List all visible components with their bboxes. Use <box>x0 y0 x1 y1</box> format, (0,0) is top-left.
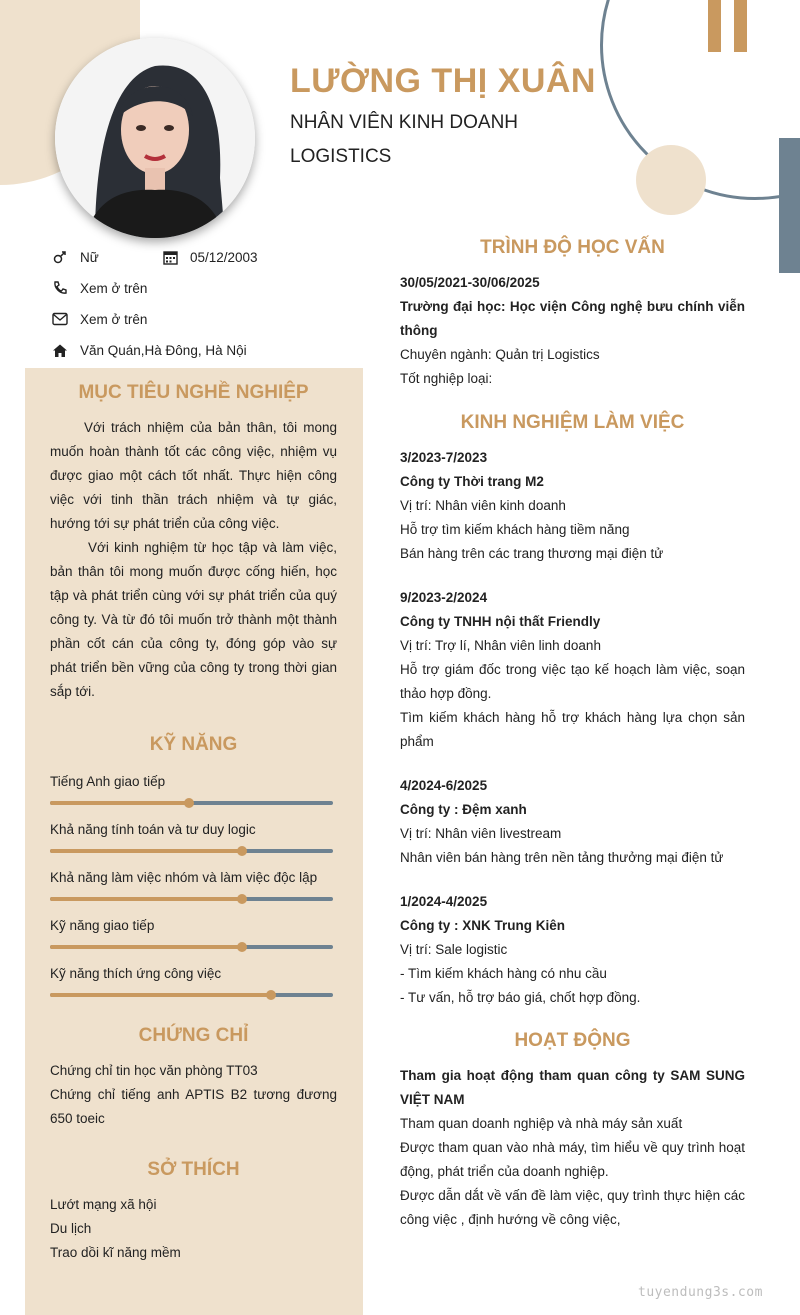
phone-icon <box>50 279 70 297</box>
candidate-name: LƯỜNG THỊ XUÂN <box>290 62 596 100</box>
objective-title: MỤC TIÊU NGHỀ NGHIỆP <box>78 382 309 403</box>
info-email-row <box>50 309 258 329</box>
phone-value: Xem ở trên <box>80 280 148 296</box>
experience-detail: - Tìm kiếm khách hàng có nhu cầu <box>400 966 607 981</box>
activities-block <box>400 1064 745 1232</box>
hobbies-list <box>50 1193 337 1265</box>
info-address-row <box>50 340 258 360</box>
home-icon <box>50 341 70 359</box>
skill-level-knob <box>266 990 276 1000</box>
education-period: 30/05/2021-30/06/2025 <box>400 275 540 290</box>
skill-label: Khả năng làm việc nhóm và làm việc độc lập <box>50 870 318 885</box>
left-column <box>50 382 337 1265</box>
skill-level-bar <box>50 993 333 997</box>
education-title: TRÌNH ĐỘ HỌC VẤN <box>480 237 665 258</box>
experience-item <box>400 890 745 1010</box>
experience-period: 3/2023-7/2023 <box>400 450 488 465</box>
activity-detail: Được dẫn dắt về vấn đề làm việc, quy trình thực hiện các công việc , định hướng về công việc, <box>400 1188 745 1227</box>
skill-row <box>50 870 337 901</box>
hobby-item: Du lịch <box>50 1221 92 1236</box>
experience-company: Công ty : Đệm xanh <box>400 802 527 817</box>
activities-title: HOẠT ĐỘNG <box>514 1030 631 1051</box>
skill-level-bar <box>50 849 333 853</box>
objective-paragraph-1: Với trách nhiệm của bản thân, tôi mong muốn hoàn thành tốt các công việc, nhiệm vụ được giao một cách tốt nhất. Thực hiện công việc với tinh thần trách nhiệm và tự giác, hướng tới sự phát triển của công việc. <box>50 420 337 531</box>
experience-detail: Hỗ trợ giám đốc trong việc tạo kế hoạch làm việc, soạn thảo hợp đồng. <box>400 662 745 701</box>
decor-bar <box>708 0 721 52</box>
email-value: Xem ở trên <box>80 311 148 327</box>
education-major: Chuyên ngành: Quản trị Logistics <box>400 347 600 362</box>
skills-title: KỸ NĂNG <box>149 734 238 755</box>
experience-title: KINH NGHIỆM LÀM VIỆC <box>460 412 685 433</box>
skill-level-bar <box>50 801 333 805</box>
skill-level-fill <box>50 993 271 997</box>
calendar-icon <box>160 248 180 266</box>
skill-level-knob <box>237 894 247 904</box>
experience-item <box>400 586 745 754</box>
experience-detail: - Tư vấn, hỗ trợ báo giá, chốt hợp đồng. <box>400 990 641 1005</box>
certificate-2: Chứng chỉ tiếng anh APTIS B2 tương đương 650 toeic <box>50 1087 337 1126</box>
experience-company: Công ty TNHH nội thất Friendly <box>400 614 601 629</box>
info-gender-dob-row <box>50 247 258 267</box>
experience-detail: Tìm kiếm khách hàng hỗ trợ khách hàng lựa chọn sản phẩm <box>400 710 745 749</box>
experience-detail: Vị trí: Sale logistic <box>400 942 508 957</box>
experience-detail: Bán hàng trên các trang thương mại điện tử <box>400 546 664 561</box>
skill-level-knob <box>184 798 194 808</box>
activity-heading: Tham gia hoạt động tham quan công ty SAM SUNG VIỆT NAM <box>400 1068 745 1107</box>
experience-period: 9/2023-2/2024 <box>400 590 488 605</box>
skill-label: Khả năng tính toán và tư duy logic <box>50 822 256 837</box>
certificates-title: CHỨNG CHỈ <box>138 1025 249 1046</box>
skill-row <box>50 918 337 949</box>
activity-detail: Được tham quan vào nhà máy, tìm hiểu về quy trình hoạt động, phát triển của doanh nghiệp. <box>400 1140 745 1179</box>
experience-period: 4/2024-6/2025 <box>400 778 488 793</box>
address-value: Văn Quán,Hà Đông, Hà Nội <box>80 342 247 358</box>
skill-label: Kỹ năng thích ứng công việc <box>50 966 222 981</box>
hobbies-title: SỞ THÍCH <box>147 1159 240 1180</box>
skill-level-knob <box>237 846 247 856</box>
skill-level-knob <box>237 942 247 952</box>
dob-value: 05/12/2003 <box>190 249 258 265</box>
skill-row <box>50 822 337 853</box>
skill-level-bar <box>50 897 333 901</box>
experience-item <box>400 446 745 566</box>
decor-side-bar <box>779 138 800 273</box>
skill-level-fill <box>50 849 242 853</box>
experience-list <box>400 446 745 1010</box>
info-phone-row <box>50 278 258 298</box>
envelope-icon <box>50 310 70 328</box>
skill-level-fill <box>50 897 242 901</box>
experience-company: Công ty : XNK Trung Kiên <box>400 918 565 933</box>
education-block <box>400 271 745 391</box>
experience-detail: Vị trí: Trợ lí, Nhân viên linh doanh <box>400 638 601 653</box>
avatar <box>55 38 255 238</box>
skill-level-fill <box>50 945 242 949</box>
watermark: tuyendung3s.com <box>638 1285 763 1300</box>
activity-detail: Tham quan doanh nghiệp và nhà máy sản xuất <box>400 1116 683 1131</box>
gender-icon <box>50 248 70 266</box>
skill-level-bar <box>50 945 333 949</box>
decor-dot <box>636 145 706 215</box>
job-title-line-1: NHÂN VIÊN KINH DOANH <box>290 112 519 133</box>
decor-bar <box>734 0 747 52</box>
experience-detail: Vị trí: Nhân viên kinh doanh <box>400 498 566 513</box>
experience-detail: Hỗ trợ tìm kiếm khách hàng tiềm năng <box>400 522 630 537</box>
experience-period: 1/2024-4/2025 <box>400 894 488 909</box>
skill-label: Tiếng Anh giao tiếp <box>50 774 166 789</box>
objective-paragraph-2: Với kinh nghiệm từ học tập và làm việc, bản thân tôi mong muốn được cống hiến, học tập và phát triển cùng với sự phát triển của quý công ty. Và từ đó tôi muốn trở thành một thành phần cốt cán của công ty, đóng góp vào sự phát triển bền vững của công ty trong thời gian sắp tới. <box>50 540 337 699</box>
right-column <box>400 237 745 1232</box>
skill-row <box>50 774 337 805</box>
portrait-image <box>55 38 255 238</box>
skill-label: Kỹ năng giao tiếp <box>50 918 155 933</box>
gender-value: Nữ <box>80 249 99 265</box>
education-grade: Tốt nghiệp loại: <box>400 371 493 386</box>
skill-row <box>50 966 337 997</box>
certificate-1: Chứng chỉ tin học văn phòng TT03 <box>50 1063 258 1078</box>
hobby-item: Lướt mạng xã hội <box>50 1197 157 1212</box>
experience-detail: Nhân viên bán hàng trên nền tảng thưởng mại điện tử <box>400 850 724 865</box>
personal-info <box>50 247 258 360</box>
experience-item <box>400 774 745 870</box>
hobby-item: Trao dồi kĩ năng mềm <box>50 1245 181 1260</box>
skills-list <box>50 774 337 997</box>
experience-detail: Vị trí: Nhân viên livestream <box>400 826 562 841</box>
job-title-line-2: LOGISTICS <box>290 146 392 167</box>
education-school: Trường đại học: Học viện Công nghệ bưu chính viễn thông <box>400 299 745 338</box>
experience-company: Công ty Thời trang M2 <box>400 474 544 489</box>
skill-level-fill <box>50 801 189 805</box>
